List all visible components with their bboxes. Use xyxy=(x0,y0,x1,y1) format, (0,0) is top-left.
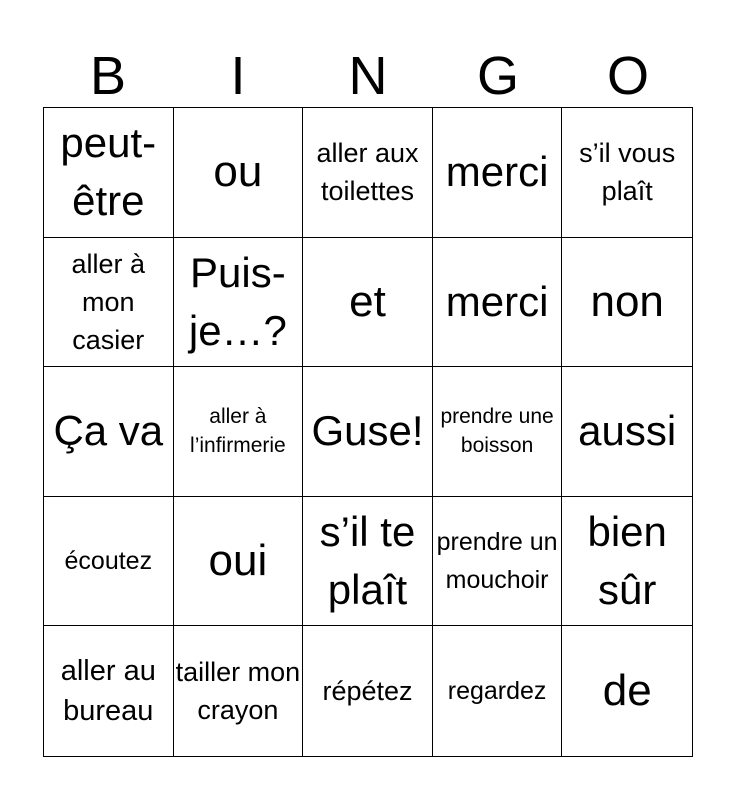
cell-text: oui xyxy=(208,536,268,586)
header-letter-b: B xyxy=(89,46,127,106)
bingo-cell xyxy=(44,367,174,497)
bingo-cell xyxy=(174,108,304,238)
cell-text: Puis-je…? xyxy=(188,248,287,354)
cell-text: de xyxy=(602,666,652,716)
bingo-cell xyxy=(44,497,174,627)
cell-text: ou xyxy=(213,147,263,197)
cell-text: répétez xyxy=(322,676,413,707)
bingo-cell xyxy=(174,367,304,497)
cell-text: s’il vous plaît xyxy=(579,138,676,207)
bingo-board xyxy=(43,107,693,757)
cell-text: Ça va xyxy=(53,407,164,455)
cell-text: regardez xyxy=(447,677,547,706)
cell-text: s’il te plaît xyxy=(319,508,416,614)
bingo-header xyxy=(43,46,693,106)
bingo-cell xyxy=(44,108,174,238)
cell-text: peut-être xyxy=(60,119,157,225)
bingo-cell xyxy=(562,238,692,368)
bingo-cell xyxy=(562,497,692,627)
bingo-cell xyxy=(174,497,304,627)
header-letter-n: N xyxy=(348,46,388,106)
cell-text: aller à l’infirmerie xyxy=(190,405,286,458)
bingo-cell xyxy=(174,626,304,756)
cell-text: non xyxy=(590,276,664,326)
cell-text: et xyxy=(349,276,386,326)
bingo-cell xyxy=(174,238,304,368)
header-letter-o: O xyxy=(606,46,649,106)
cell-text: aller au bureau xyxy=(60,655,156,728)
cell-text: aller à mon casier xyxy=(71,248,146,355)
bingo-cell xyxy=(433,238,563,368)
cell-text: prendre un mouchoir xyxy=(436,528,558,595)
bingo-cell xyxy=(433,497,563,627)
bingo-cell xyxy=(303,108,433,238)
cell-text: merci xyxy=(445,148,549,196)
cell-text: bien sûr xyxy=(587,508,667,614)
cell-text: merci xyxy=(445,277,549,325)
cell-text: aussi xyxy=(578,407,677,455)
bingo-cell xyxy=(433,108,563,238)
bingo-cell xyxy=(303,367,433,497)
header-letter-i: I xyxy=(230,46,246,106)
bingo-cell xyxy=(562,367,692,497)
bingo-cell xyxy=(433,367,563,497)
bingo-cell xyxy=(562,108,692,238)
bingo-cell xyxy=(44,626,174,756)
bingo-cell xyxy=(433,626,563,756)
bingo-cell xyxy=(562,626,692,756)
bingo-cell xyxy=(303,626,433,756)
bingo-cell xyxy=(303,238,433,368)
bingo-cell xyxy=(303,497,433,627)
header-letter-g: G xyxy=(476,46,519,106)
cell-text: aller aux toilettes xyxy=(316,138,419,207)
cell-text: tailler mon crayon xyxy=(175,657,301,726)
cell-text: écoutez xyxy=(64,547,153,576)
bingo-cell xyxy=(44,238,174,368)
cell-text: Guse! xyxy=(311,407,424,455)
cell-text: prendre une boisson xyxy=(440,405,554,458)
